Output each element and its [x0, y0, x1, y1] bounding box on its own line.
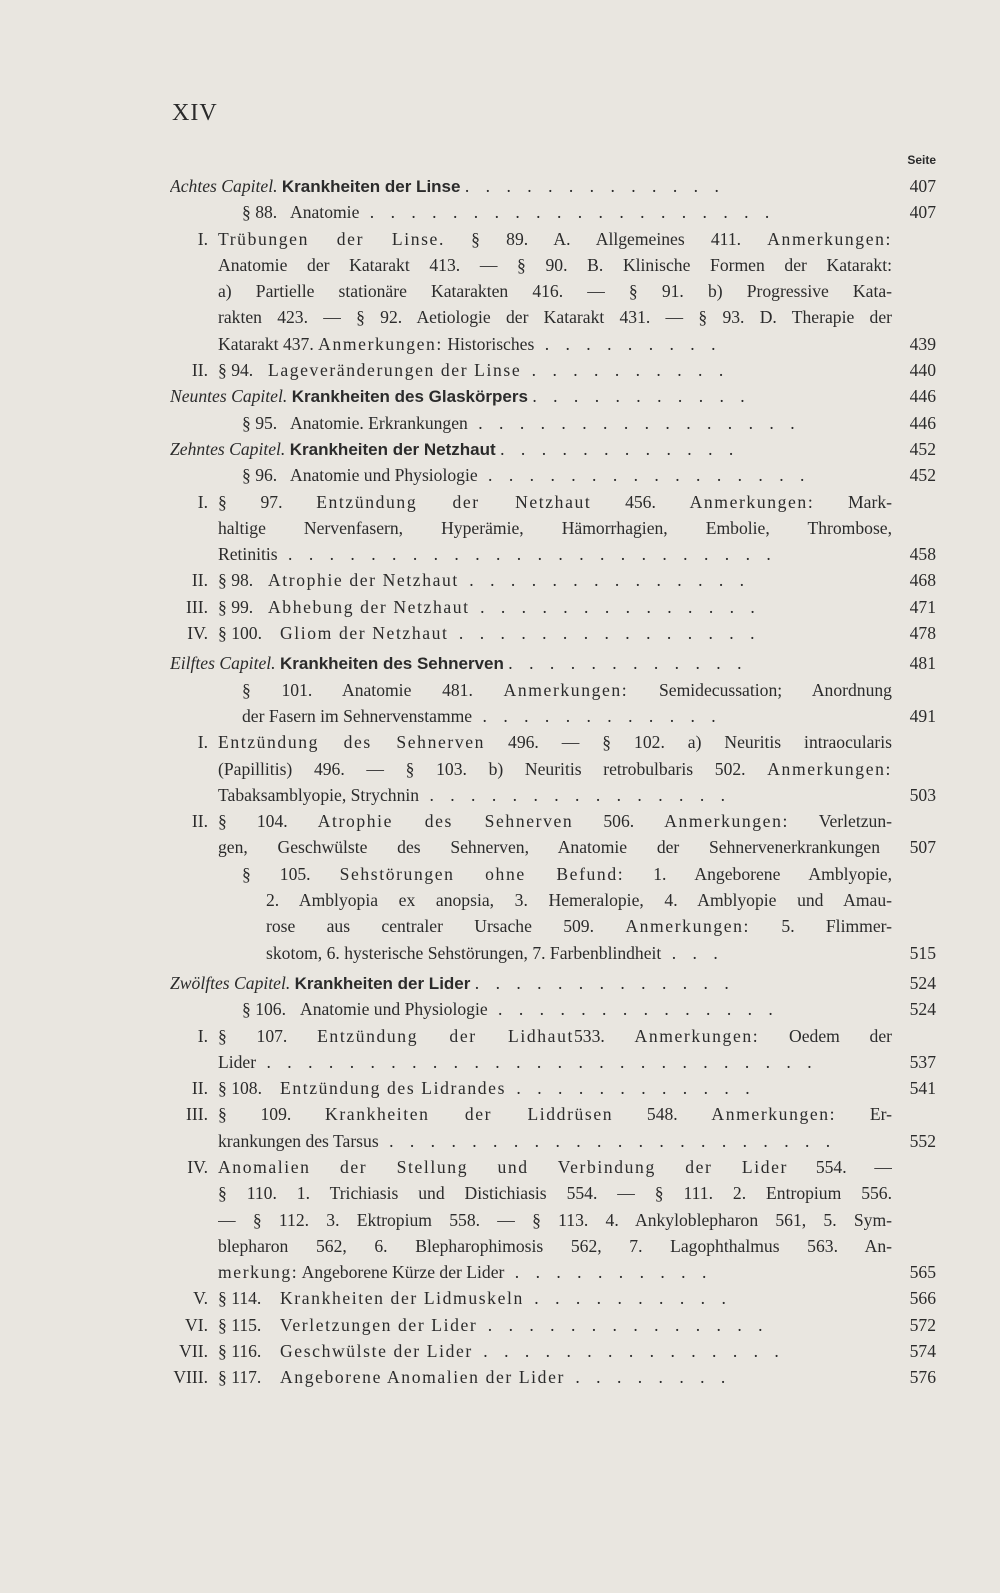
toc-entry: VI. § 115. Verletzungen der Lider . . . . . . . . . . . . . . 572 [170, 1312, 936, 1338]
roman-numeral: IV. [187, 623, 208, 644]
chapter-title: Krankheiten der Linse [281, 177, 461, 196]
toc-entry: § 105. Sehstörungen ohne Befund: 1. Angeborene Amblyopie, [242, 863, 892, 884]
page-ref: 515 [909, 942, 936, 963]
entry-text: Anatomie. Erkrankungen [290, 412, 468, 433]
toc-entry-chapter-12: Zwölftes Capitel. Krankheiten der Lider . . . . . . . . . . . . . 524 [170, 970, 936, 996]
toc-entry-continuation: — § 112. 3. Ektropium 558. — § 113. 4. Ankyloblepharon 561, 5. Sym- [218, 1209, 892, 1230]
page-ref: 572 [909, 1314, 936, 1335]
toc-entry-continuation: merkung: Angeborene Kürze der Lider . . . . . . . . . . 565 [170, 1259, 936, 1285]
toc-entry: § 88. Anatomie . . . . . . . . . . . . . . . . . . . . 407 [170, 199, 936, 225]
toc-entry: I. § 107. Entzündung der Lidhaut533. Anmerkungen: Oedem der [170, 1023, 936, 1049]
roman-numeral: I. [197, 491, 208, 512]
page-ref: 468 [909, 570, 936, 591]
page-ref: 524 [909, 972, 936, 993]
page-ref: 452 [909, 465, 936, 486]
page-ref: 507 [909, 837, 936, 858]
roman-numeral: II. [191, 811, 208, 832]
toc-entry-chapter-11: Eilftes Capitel. Krankheiten des Sehnerven . . . . . . . . . . . . 481 [170, 650, 936, 676]
roman-numeral: III. [186, 596, 208, 617]
section-number: § 105. [242, 863, 311, 884]
toc-entry: II. § 94. Lageveränderungen der Linse . . . . . . . . . . 440 [170, 357, 936, 383]
roman-numeral: I. [197, 732, 208, 753]
page-ref: 452 [909, 438, 936, 459]
roman-numeral: I. [197, 228, 208, 249]
chapter-label: Neuntes Capitel. [170, 386, 288, 407]
page-ref: 491 [909, 705, 936, 726]
toc-entry-continuation: blepharon 562, 6. Blepharophimosis 562, 7. Lagophthalmus 563. An- [218, 1235, 892, 1256]
page-ref: 524 [909, 999, 936, 1020]
page-ref: 407 [909, 176, 936, 196]
toc-entry-continuation: Lider . . . . . . . . . . . . . . . . . . . . . . . . . . . 537 [170, 1049, 936, 1075]
section-number: § 101. [242, 679, 313, 700]
roman-numeral: VI. [185, 1314, 208, 1335]
toc-entry: II. § 108. Entzündung des Lidrandes . . . . . . . . . . . . 541 [170, 1075, 936, 1101]
chapter-label: Zehntes Capitel. [170, 438, 286, 459]
toc-entry-continuation: a) Partielle stationäre Katarakten 416. — § 91. b) Progressive Kata- [218, 281, 892, 302]
page-ref: 541 [909, 1078, 936, 1099]
entry-text: Anatomie und Physiologie [300, 999, 488, 1020]
toc-entry-chapter-8: Achtes Capitel. Krankheiten der Linse . . . . . . . . . . . . . 407 [170, 173, 936, 199]
toc-entry: § 95. Anatomie. Erkrankungen . . . . . . . . . . . . . . . . 446 [170, 410, 936, 436]
toc-entry-continuation: haltige Nervenfasern, Hyperämie, Hämorrhagien, Embolie, Thrombose, [218, 517, 892, 538]
roman-numeral: II. [191, 1078, 208, 1099]
entry-text: Krankheiten der Lidmuskeln [280, 1288, 524, 1309]
page-ref: 576 [909, 1367, 936, 1388]
toc-entry: I. § 97. Entzündung der Netzhaut 456. Anmerkungen: Mark- [170, 489, 936, 515]
toc-entry: V. § 114. Krankheiten der Lidmuskeln . . . . . . . . . . 566 [170, 1285, 936, 1311]
toc-entry: II. § 98. Atrophie der Netzhaut . . . . . . . . . . . . . . 468 [170, 567, 936, 593]
toc-entry-continuation: rakten 423. — § 92. Aetiologie der Katarakt 431. — § 93. D. Therapie der [218, 307, 892, 328]
entry-text: Abhebung der Netzhaut [268, 596, 470, 617]
page-ref: 478 [909, 623, 936, 644]
entry-text: Geschwülste der Lider [280, 1341, 473, 1362]
entry-text: Verletzungen der Lider [280, 1314, 478, 1335]
entry-text: Anatomie und Physiologie [290, 465, 478, 486]
section-number: § 98. [218, 570, 254, 591]
toc-entry: I. Trübungen der Linse. § 89. A. Allgemeines 411. Anmerkungen: [170, 226, 936, 252]
page-ref: 440 [909, 360, 936, 381]
page-ref: 458 [909, 544, 936, 565]
toc-entry-continuation: gen, Geschwülste des Sehnerven, Anatomie der Sehnervenerkrankungen 507 [170, 834, 936, 860]
roman-numeral: IV. [187, 1156, 208, 1177]
page-ref: 446 [909, 386, 936, 407]
page-ref: 407 [909, 202, 936, 223]
toc-entry-continuation: Tabaksamblyopie, Strychnin . . . . . . . . . . . . . . . 503 [170, 782, 936, 808]
toc-entry-continuation: krankungen des Tarsus . . . . . . . . . . . . . . . . . . . . . . 552 [170, 1128, 936, 1154]
toc-entry-continuation: (Papillitis) 496. — § 103. b) Neuritis retrobulbaris 502. Anmerkungen: [218, 758, 892, 779]
section-number: § 96. [242, 465, 278, 486]
section-number: § 114. [218, 1288, 262, 1309]
chapter-title: Krankheiten des Glaskörpers [291, 387, 528, 407]
toc-entry: IV. Anomalien der Stellung und Verbindung der Lider 554. — [170, 1154, 936, 1180]
page-ref: 552 [909, 1130, 936, 1151]
roman-numeral: I. [197, 1025, 208, 1046]
toc-entry-continuation: der Fasern im Sehnervenstamme . . . . . . . . . . . . 491 [170, 703, 936, 729]
section-number: § 99. [218, 596, 254, 617]
chapter-label: Eilftes Capitel. [170, 653, 276, 674]
toc-entry-chapter-9: Neuntes Capitel. Krankheiten des Glaskörpers . . . . . . . . . . . 446 [170, 383, 936, 409]
page-ref: 537 [909, 1051, 936, 1072]
page-ref: 439 [909, 333, 936, 354]
chapter-label: Zwölftes Capitel. [170, 972, 291, 993]
toc-entry-continuation: Anatomie der Katarakt 413. — § 90. B. Klinische Formen der Katarakt: [218, 254, 892, 275]
toc-entry-continuation: 2. Amblyopia ex anopsia, 3. Hemeralopie, 4. Amblyopie und Amau- [266, 890, 892, 911]
page-ref: 471 [909, 596, 936, 617]
entry-text: Gliom der Netzhaut [280, 623, 449, 644]
toc-entry-continuation: Katarakt 437. Anmerkungen: Historisches . . . . . . . . . 439 [170, 331, 936, 357]
roman-numeral: V. [193, 1288, 208, 1309]
toc-entry-continuation: skotom, 6. hysterische Sehstörungen, 7. Farbenblindheit . . . 515 [170, 940, 936, 966]
toc-entry: § 96. Anatomie und Physiologie . . . . . . . . . . . . . . . . 452 [170, 462, 936, 488]
toc-entry: § 106. Anatomie und Physiologie . . . . . . . . . . . . . . 524 [170, 996, 936, 1022]
roman-numeral: VIII. [173, 1367, 208, 1388]
toc-entry-chapter-10: Zehntes Capitel. Krankheiten der Netzhaut . . . . . . . . . . . . 452 [170, 436, 936, 462]
section-number: § 94. [218, 360, 254, 381]
roman-numeral: II. [191, 570, 208, 591]
entry-text: Anatomie [290, 202, 360, 223]
toc-entry: III. § 109. Krankheiten der Liddrüsen 548. Anmerkungen: Er- [170, 1101, 936, 1127]
section-number: § 88. [242, 202, 278, 223]
section-number: § 106. [242, 999, 286, 1020]
entry-text: Entzündung des Lidrandes [280, 1078, 507, 1099]
chapter-title: Krankheiten der Lider [294, 973, 471, 993]
chapter-label: Achtes Capitel. [170, 176, 278, 196]
toc-entry-continuation: § 110. 1. Trichiasis und Distichiasis 554. — § 111. 2. Entropium 556. [218, 1183, 892, 1204]
toc-entry: VII. § 116. Geschwülste der Lider . . . . . . . . . . . . . . . 574 [170, 1338, 936, 1364]
entry-text: Atrophie der Netzhaut [268, 570, 459, 591]
roman-numeral: VII. [179, 1341, 208, 1362]
toc-entry: § 101. Anatomie 481. Anmerkungen: Semidecussation; Anordnung [242, 679, 892, 700]
chapter-title: Krankheiten der Netzhaut [289, 439, 496, 459]
page-ref: 574 [909, 1341, 936, 1362]
table-of-contents [170, 173, 936, 1391]
page-ref: 565 [909, 1262, 936, 1283]
toc-entry: II. § 104. Atrophie des Sehnerven 506. Anmerkungen: Verletzun- [170, 808, 936, 834]
toc-entry: VIII. § 117. Angeborene Anomalien der Lider . . . . . . . . 576 [170, 1364, 936, 1390]
roman-numeral: II. [191, 360, 208, 381]
page-ref: 481 [909, 653, 936, 674]
section-number: § 116. [218, 1341, 262, 1362]
toc-entry-continuation: Retinitis . . . . . . . . . . . . . . . . . . . . . . . . 458 [170, 541, 936, 567]
entry-text: Angeborene Anomalien der Lider [280, 1367, 565, 1388]
section-number: § 108. [218, 1078, 262, 1099]
roman-numeral: III. [186, 1104, 208, 1125]
toc-entry-continuation: rose aus centraler Ursache 509. Anmerkungen: 5. Flimmer- [266, 916, 892, 937]
toc-entry: IV. § 100. Gliom der Netzhaut . . . . . . . . . . . . . . . 478 [170, 620, 936, 646]
toc-entry: I. Entzündung des Sehnerven 496. — § 102. a) Neuritis intraocularis [170, 729, 936, 755]
chapter-title: Krankheiten des Sehnerven [279, 654, 504, 674]
page-number: XIV [172, 100, 218, 126]
page-ref: 446 [909, 412, 936, 433]
section-number: § 117. [218, 1367, 262, 1388]
toc-entry: III. § 99. Abhebung der Netzhaut . . . . . . . . . . . . . . 471 [170, 594, 936, 620]
page-column-label: Seite [907, 153, 936, 167]
page-ref: 503 [909, 784, 936, 805]
entry-text: Lageveränderungen der Linse [268, 360, 522, 381]
page-ref: 566 [909, 1288, 936, 1309]
section-number: § 115. [218, 1314, 262, 1335]
section-number: § 100. [218, 623, 262, 644]
section-number: § 95. [242, 412, 278, 433]
